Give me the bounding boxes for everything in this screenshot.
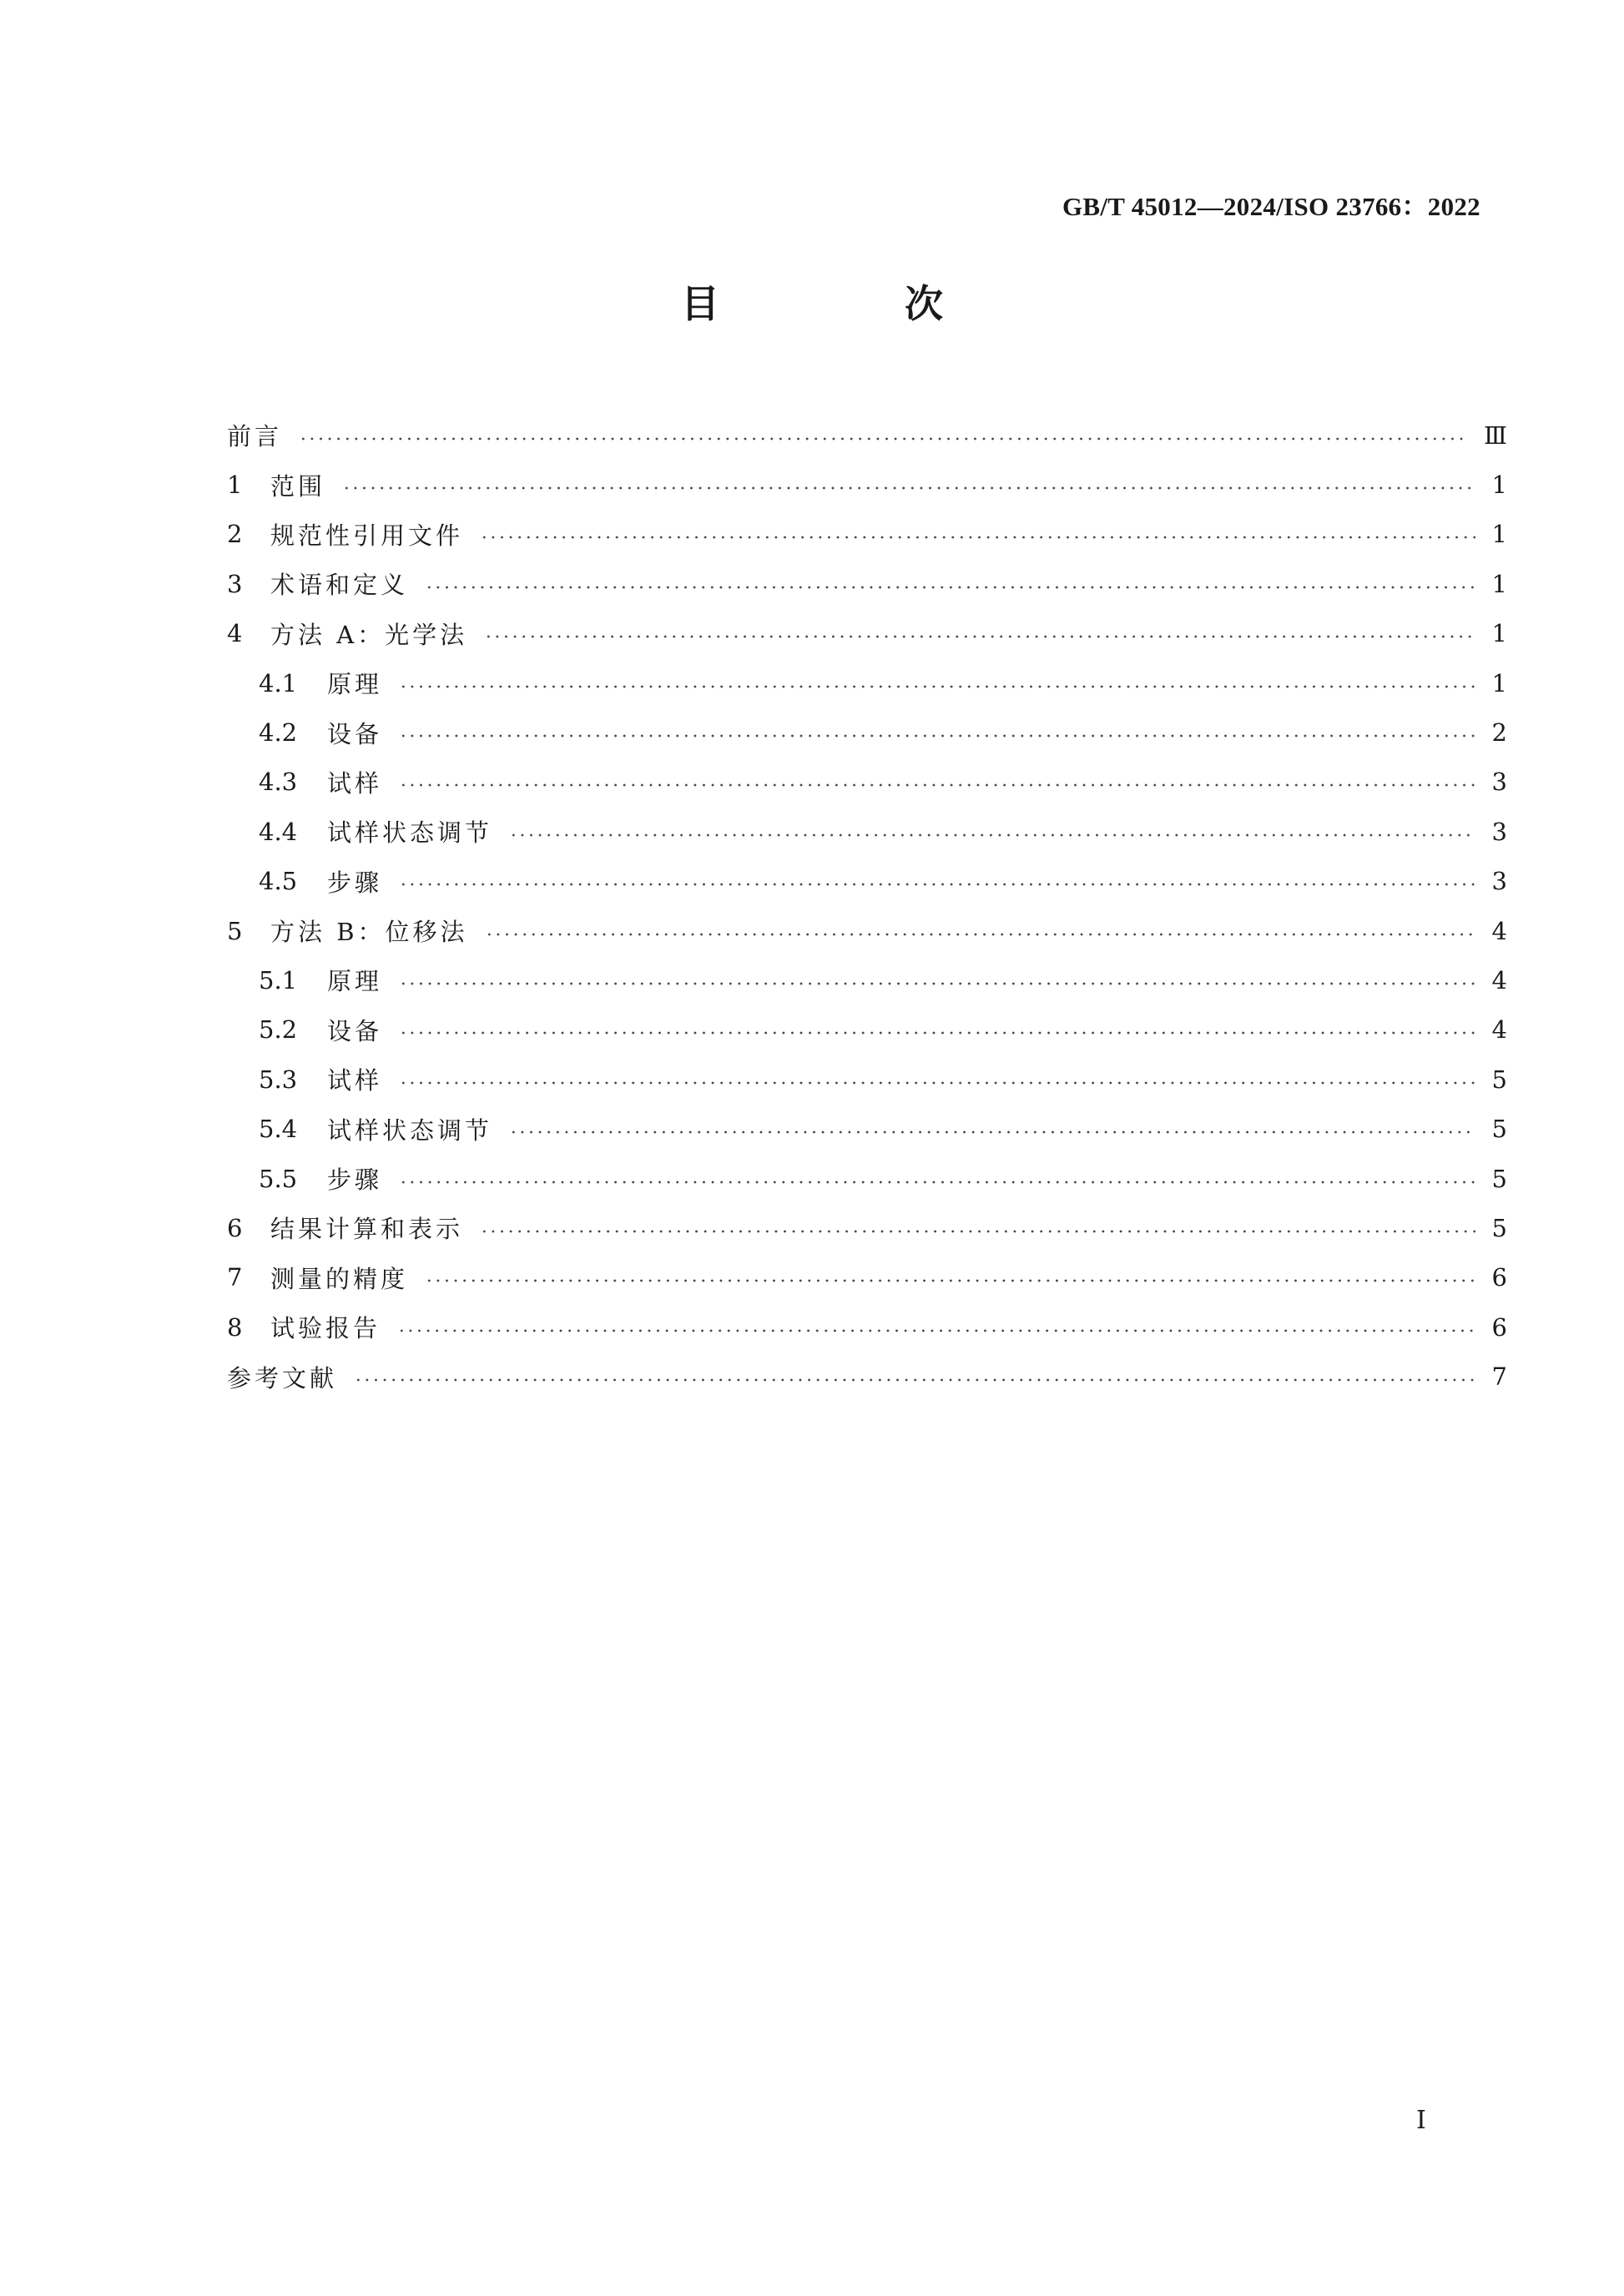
toc-entry-4[interactable] [227,609,1507,658]
toc-leader-dots [425,586,1475,589]
toc-entry-6[interactable] [227,1203,1507,1252]
toc-leader-dots [480,1230,1475,1233]
toc-leader-dots [485,933,1475,936]
toc-entry-label: 试样 [327,1066,383,1095]
toc-entry-label: 步骤 [327,1166,383,1195]
toc-entry-number: 5.3 [259,1065,298,1094]
toc-entry-4-5[interactable] [227,857,1507,906]
toc-leader-dots [399,685,1475,688]
toc-entry-4-3[interactable] [227,758,1507,807]
toc-leader-dots [480,536,1475,539]
toc-entry-label: 设备 [327,1016,383,1045]
toc-entry-3[interactable] [227,559,1507,608]
toc-entry-label: 测量的精度 [270,1264,409,1293]
toc-entry-page: 1 [1491,569,1507,598]
toc-entry-number: 7 [227,1263,243,1292]
toc-entry-page: 4 [1491,965,1507,994]
toc-leader-dots [399,1181,1475,1184]
toc-entry-label: 原理 [327,670,383,699]
toc-entry-page: 3 [1491,768,1507,797]
toc-entry-number: 6 [227,1213,243,1242]
toc-entry-number: 5 [227,916,243,945]
toc-entry-page: 1 [1491,668,1507,697]
toc-leader-dots [399,1031,1475,1035]
toc-leader-dots [509,1130,1475,1134]
toc-entry-5[interactable] [227,906,1507,955]
toc-entry-label: 前言 [227,422,283,451]
toc-entry-4-1[interactable] [227,658,1507,707]
toc-entry-2[interactable] [227,510,1507,559]
toc-entry-page: 5 [1491,1115,1507,1144]
toc-entry-label: 范围 [270,471,326,501]
toc-entry-8[interactable] [227,1302,1507,1352]
toc-entry-4-2[interactable] [227,707,1507,757]
toc-entry-5-3[interactable] [227,1055,1507,1104]
toc-entry-number: 4.1 [259,668,298,697]
toc-leader-dots [354,1378,1475,1382]
toc-entry-5-1[interactable] [227,955,1507,1004]
toc-entry-number: 4.4 [259,817,298,846]
toc-leader-dots [399,1081,1475,1085]
toc-entry-label: 方法 B：位移法 [270,918,468,947]
toc-entry-label: 试样 [327,768,383,798]
toc-entry-label: 规范性引用文件 [270,521,464,550]
toc-leader-dots [399,883,1475,886]
toc-entry-page: 5 [1491,1164,1507,1193]
toc-entry-label: 原理 [327,967,383,996]
toc-entry-page: 1 [1491,520,1507,549]
toc-entry-5-5[interactable] [227,1154,1507,1203]
toc-entry-page: 1 [1491,619,1507,648]
toc-entry-page: 5 [1491,1065,1507,1094]
toc-entry-page: 7 [1491,1362,1507,1392]
toc-entry-number: 4.2 [259,718,298,748]
toc-entry-label: 设备 [327,719,383,748]
toc-entry-number: 8 [227,1312,243,1342]
toc-entry-number: 5.5 [259,1164,298,1193]
toc-entry-label: 试样状态调节 [327,1115,493,1145]
toc-leader-dots [399,734,1475,738]
toc-entry-7[interactable] [227,1253,1507,1302]
toc-leader-dots [342,486,1475,490]
toc-entry-5-2[interactable] [227,1005,1507,1055]
toc-entry-4-4[interactable] [227,807,1507,856]
toc-entry-5-4[interactable] [227,1104,1507,1153]
toc-entry-page: 1 [1491,471,1507,500]
toc-entry-label: 术语和定义 [270,571,409,600]
toc-leader-dots [509,833,1475,837]
toc-leader-dots [399,982,1475,985]
toc-entry-page: 5 [1491,1213,1507,1242]
toc-leader-dots [425,1279,1475,1282]
table-of-contents [227,410,1507,1402]
toc-entry-number: 5.2 [259,1015,298,1045]
toc-entry-number: 2 [227,520,243,549]
toc-leader-dots [399,783,1475,787]
toc-entry-page: 4 [1491,1015,1507,1045]
toc-entry-number: 4.5 [259,867,298,896]
standard-number: GB/T 45012—2024/ISO 23766：2022 [1062,192,1480,221]
toc-entry-label: 试验报告 [270,1314,381,1343]
toc-entry-label: 参考文献 [227,1363,338,1392]
toc-entry-foreword[interactable] [227,410,1507,460]
toc-entry-1[interactable] [227,460,1507,509]
toc-entry-label: 试样状态调节 [327,818,493,848]
toc-entry-label: 步骤 [327,868,383,897]
toc-entry-page: 6 [1491,1263,1507,1292]
toc-entry-label: 结果计算和表示 [270,1215,464,1244]
toc-entry-bibliography[interactable] [227,1352,1507,1401]
toc-leader-dots [397,1329,1475,1332]
page-number: Ⅰ [1416,2106,1426,2135]
toc-title: 目 次 [681,281,1016,326]
toc-entry-number: 4.3 [259,768,298,797]
toc-leader-dots [299,437,1469,441]
toc-entry-number: 1 [227,471,243,500]
toc-leader-dots [484,635,1475,638]
toc-entry-page: 3 [1491,817,1507,846]
toc-entry-page: Ⅲ [1484,420,1507,450]
toc-entry-number: 5.4 [259,1115,298,1144]
toc-entry-page: 6 [1491,1312,1507,1342]
toc-entry-page: 2 [1491,718,1507,748]
toc-entry-number: 3 [227,569,243,598]
toc-entry-number: 5.1 [259,965,298,994]
toc-entry-label: 方法 A：光学法 [270,620,468,649]
toc-entry-number: 4 [227,619,243,648]
toc-entry-page: 4 [1491,916,1507,945]
toc-entry-page: 3 [1491,867,1507,896]
